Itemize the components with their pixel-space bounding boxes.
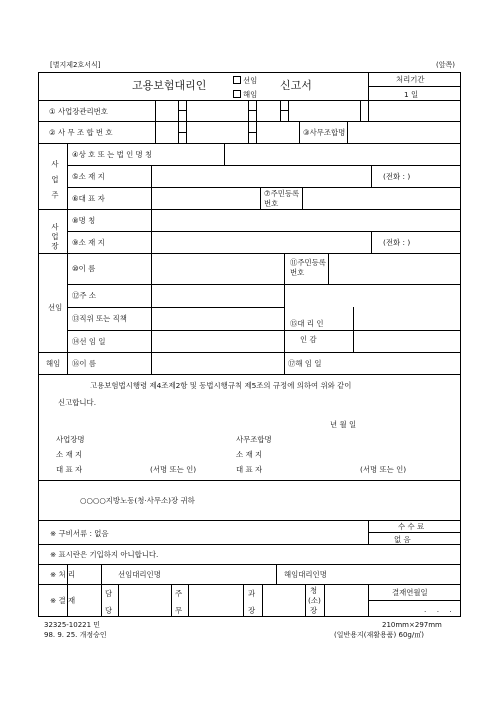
- dismiss-agent-name: 해임대리인명: [284, 570, 327, 579]
- addressee: ○○○○지방노동(청·사무소)장 귀하: [80, 496, 195, 505]
- paper-size: 210mm×297mm: [382, 621, 442, 629]
- form-code: 32325-10221 민: [44, 621, 101, 629]
- approval-c2b: 무: [175, 606, 183, 615]
- label-agent-name: ⑩이 름: [72, 264, 96, 273]
- dismiss-label: 해임: [243, 90, 258, 99]
- approval-c4b: (소): [308, 596, 321, 605]
- label-resident-number-2: ⑪주민등록번호: [290, 258, 326, 277]
- label-agent-address: ⑫주 소: [72, 291, 97, 300]
- appoint-label: 선임: [243, 76, 258, 85]
- approval-c2a: 주: [175, 589, 183, 598]
- approval-date-dots: . . .: [424, 605, 456, 614]
- label-site-address: ⑨소 재 지: [72, 238, 105, 247]
- label-site-name: ⑧명 칭: [72, 216, 96, 225]
- page-side: (앞쪽): [436, 61, 455, 69]
- left-signature: (서명 또는 인): [150, 465, 197, 474]
- process-label: ※ 처 리: [50, 570, 76, 579]
- approval-label: ※ 결 재: [50, 596, 76, 605]
- fee-value: 없 음: [394, 535, 411, 544]
- approval-c3b: 장: [248, 606, 256, 615]
- form-number: [별지제2호서식]: [50, 61, 101, 69]
- right-address: 소 재 지: [236, 450, 263, 459]
- label-dismiss-date: ⑰해 임 일: [288, 359, 322, 368]
- required-docs: ※ 구비서류 : 없음: [50, 529, 109, 538]
- right-signature: (서명 또는 인): [360, 465, 407, 474]
- statement-text-2: 신고합니다.: [58, 398, 97, 407]
- approval-c1a: 담: [105, 589, 113, 598]
- label-seal: 인 감: [300, 335, 317, 344]
- label-appoint-date: ⑭선 임 일: [72, 337, 106, 346]
- option-appoint[interactable]: [233, 76, 257, 84]
- label-resident-number-1: ⑦주민등록번호: [264, 189, 300, 208]
- group-appoint: 선임: [48, 303, 63, 312]
- label-representative: ⑥대 표 자: [72, 194, 105, 203]
- phone-2: (전화 : ): [383, 238, 411, 247]
- label-dismiss-name: ⑯이 름: [72, 359, 97, 368]
- appoint-checkbox[interactable]: [233, 76, 241, 84]
- right-union-name: 사무조합명: [236, 435, 272, 444]
- label-agent-seal: ⑮대 리 인: [290, 319, 324, 328]
- approval-c3a: 과: [248, 589, 256, 598]
- left-address: 소 재 지: [56, 450, 83, 459]
- approval-c4c: 장: [310, 606, 318, 615]
- appoint-agent-name: 선임대리인명: [118, 570, 161, 579]
- right-representative: 대 표 자: [236, 465, 263, 474]
- report-date: 년 월 일: [330, 420, 357, 429]
- left-biz-name: 사업장명: [56, 435, 85, 444]
- label-position: ⑬직위 또는 직책: [72, 314, 127, 323]
- label-company-name: ④상 호 또 는 법 인 명 칭: [72, 150, 153, 159]
- option-dismiss[interactable]: [233, 90, 257, 98]
- period-label: 처리기간: [396, 75, 425, 84]
- notice: ※ 표시란은 기입하지 아니합니다.: [50, 550, 159, 559]
- approval-date-label: 결재연월일: [392, 588, 428, 597]
- group-employer: 사업주: [50, 160, 60, 207]
- label-biz-number: ① 사업장관리번호: [49, 107, 108, 116]
- dismiss-checkbox[interactable]: [233, 90, 241, 98]
- statement-text: 고용보험법시행령 제4조제2항 및 동법시행규칙 제5조의 규정에 의하여 위와 같이: [90, 381, 352, 390]
- form-title: 고용보험대리인: [132, 79, 207, 92]
- label-union-name: ③사무조합명: [303, 128, 346, 137]
- group-dismiss: 해임: [46, 359, 61, 368]
- label-address: ⑤소 재 지: [72, 172, 105, 181]
- phone-1: (전화 : ): [383, 172, 411, 181]
- label-union-number: ② 사 무 조 합 번 호: [49, 128, 113, 137]
- left-representative: 대 표 자: [56, 465, 83, 474]
- fee-label: 수 수 료: [398, 522, 425, 531]
- form-title-report: 신고서: [280, 79, 312, 92]
- approval-c1b: 당: [105, 606, 113, 615]
- period-value: 1 일: [404, 90, 419, 99]
- group-site: 사업장: [50, 223, 60, 252]
- approval-c4a: 청: [310, 586, 318, 595]
- approval-note: 98. 9. 25. 개정승인: [44, 631, 107, 639]
- paper-type: (일반용지(재활용품) 60g/㎡): [334, 631, 424, 639]
